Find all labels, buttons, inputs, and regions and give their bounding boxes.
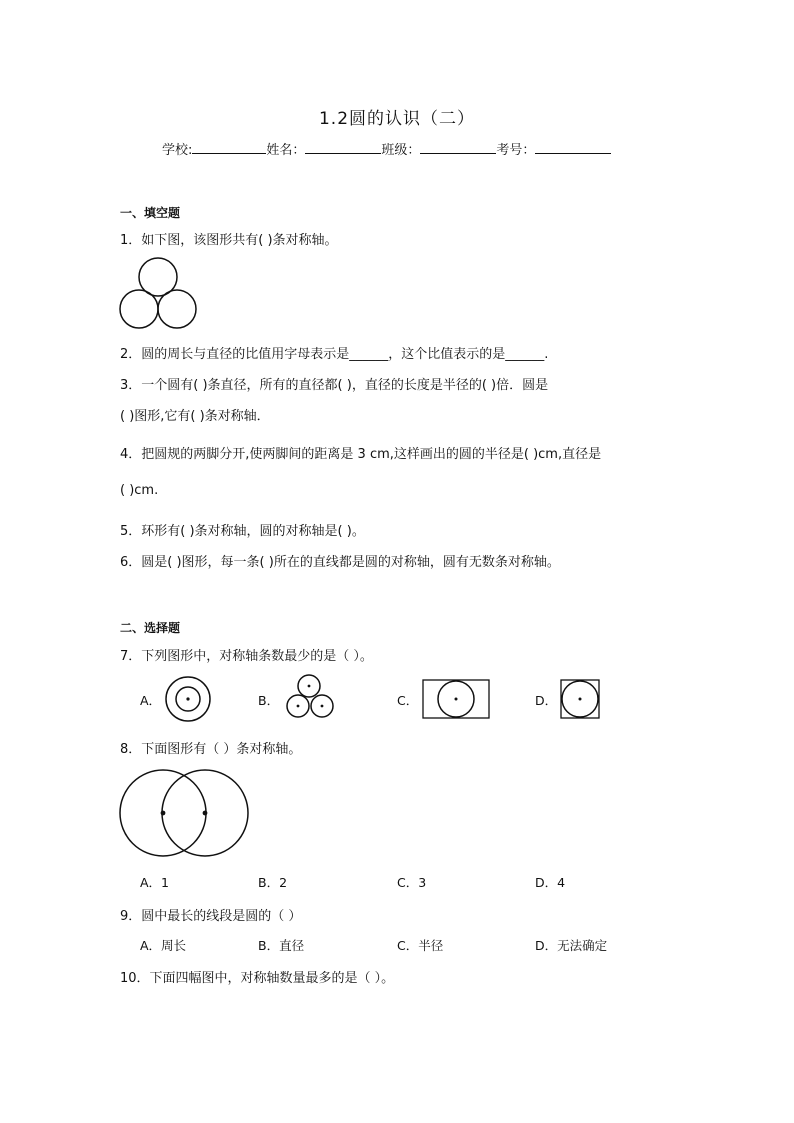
question-1: 1．如下图，该图形共有( )条对称轴。 xyxy=(120,233,338,248)
class-blank[interactable] xyxy=(420,139,496,154)
q7-figure-d xyxy=(561,680,599,718)
name-blank[interactable] xyxy=(305,139,381,154)
question-9: 9．圆中最长的线段是圆的（ ） xyxy=(120,909,302,924)
q7-option-a[interactable]: A． xyxy=(140,693,162,708)
question-7: 7．下列图形中，对称轴条数最少的是（ ）。 xyxy=(120,649,373,664)
q8-option-c[interactable]: C．3 xyxy=(397,875,427,890)
page-title: 1.2圆的认识（二） xyxy=(318,109,476,129)
q7-option-d[interactable]: D． xyxy=(535,693,558,708)
exam-no-blank[interactable] xyxy=(535,139,611,154)
q1-circle-right xyxy=(158,290,196,328)
question-3-line1: 3．一个圆有( )条直径，所有的直径都( )，直径的长度是半径的( )倍．圆是 xyxy=(120,378,549,393)
q9-option-a[interactable]: A．周长 xyxy=(140,938,187,953)
name-label: 姓名： xyxy=(266,143,306,158)
q9-option-d[interactable]: D．无法确定 xyxy=(535,938,608,953)
q8-option-d[interactable]: D．4 xyxy=(535,875,566,890)
question-5: 5．环形有( )条对称轴，圆的对称轴是( )。 xyxy=(120,524,365,539)
question-10: 10．下面四幅图中，对称轴数量最多的是（ ）。 xyxy=(120,971,395,986)
school-label: 学校: xyxy=(162,143,193,158)
question-2: 2．圆的周长与直径的比值用字母表示是______，这个比值表示的是______. xyxy=(120,347,549,362)
question-4-line1: 4．把圆规的两脚分开,使两脚间的距离是 3 cm,这样画出的圆的半径是( )cm,直径是 xyxy=(120,447,602,462)
section-choice-heading: 二、选择题 xyxy=(120,621,181,635)
class-label: 班级： xyxy=(381,143,421,158)
q7-figure-a xyxy=(166,677,210,721)
question-8: 8．下面图形有（ ）条对称轴。 xyxy=(120,742,302,757)
question-4-line2: ( )cm. xyxy=(120,483,159,498)
student-info xyxy=(162,139,611,158)
question-3-line2: ( )图形,它有( )条对称轴． xyxy=(120,409,270,424)
q8-figure xyxy=(120,770,248,856)
school-blank[interactable] xyxy=(192,139,266,154)
q9-option-c[interactable]: C．半径 xyxy=(397,938,444,953)
q8-option-b[interactable]: B．2 xyxy=(258,875,288,890)
q9-option-b[interactable]: B．直径 xyxy=(258,938,305,953)
q7-figure-c xyxy=(423,680,489,718)
q7-figure-b xyxy=(287,675,333,717)
q7-option-b[interactable]: B． xyxy=(258,693,280,708)
q1-figure xyxy=(120,258,196,328)
q1-circle-top xyxy=(139,258,177,296)
q1-circle-left xyxy=(120,290,158,328)
exam-no-label: 考号： xyxy=(496,143,536,158)
question-6: 6．圆是( )图形，每一条( )所在的直线都是圆的对称轴，圆有无数条对称轴。 xyxy=(120,555,560,570)
q7-option-c[interactable]: C． xyxy=(397,693,419,708)
section-fill-heading: 一、填空题 xyxy=(120,206,181,220)
q8-option-a[interactable]: A．1 xyxy=(140,875,170,890)
